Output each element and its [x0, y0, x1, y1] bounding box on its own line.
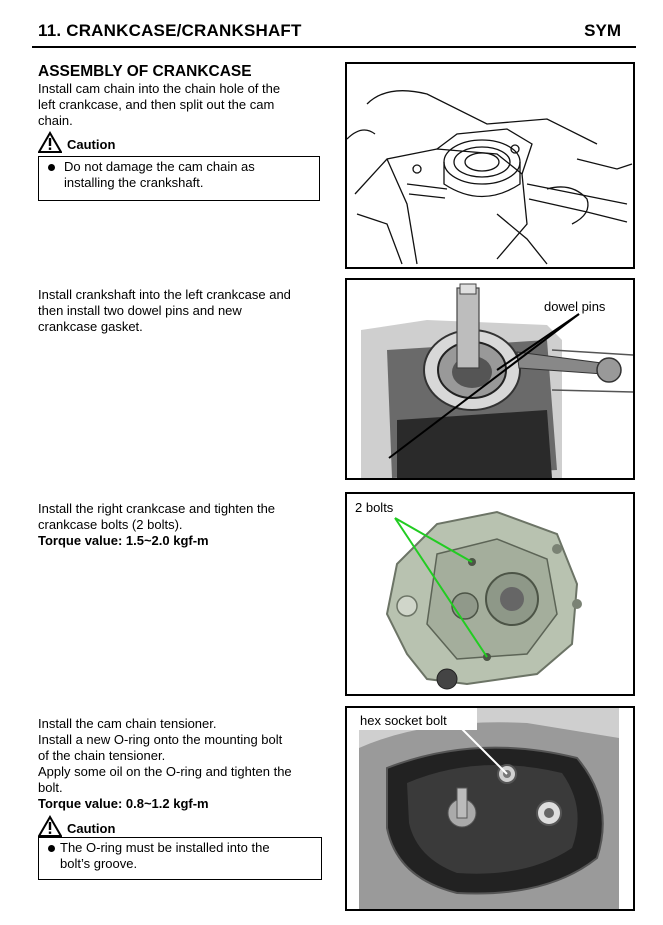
warning-icon: [38, 815, 62, 837]
brand-logo-text: SYM: [584, 21, 621, 40]
step4-line: Install a new O-ring onto the mounting bolt: [38, 732, 283, 747]
section-title: ASSEMBLY OF CRANKCASE: [38, 63, 252, 80]
dowel-pins-callout: dowel pins: [544, 299, 606, 314]
step4-torque: Torque value: 0.8~1.2 kgf-m: [38, 796, 209, 811]
chapter-title: 11. CRANKCASE/CRANKSHAFT: [38, 21, 302, 40]
bullet-icon: [48, 845, 55, 852]
step2-line: crankcase gasket.: [38, 319, 143, 334]
step4-line: Install the cam chain tensioner.: [38, 716, 217, 731]
step2-text: [38, 287, 328, 335]
step4-line: Apply some oil on the O-ring and tighten the: [38, 764, 292, 779]
caution-line: Do not damage the cam chain as: [64, 159, 255, 174]
step3-line: Install the right crankcase and tighten the: [38, 501, 276, 516]
bullet-icon: [48, 164, 55, 171]
step1-caution-box: [38, 156, 320, 201]
caution-line: installing the crankshaft.: [64, 175, 204, 190]
warning-icon: [38, 131, 62, 153]
figure-crankshaft-photo: [345, 278, 635, 480]
step1-line: Install cam chain into the chain hole of the: [38, 81, 281, 96]
step4-line: bolt.: [38, 780, 63, 795]
step2-line: then install two dowel pins and new: [38, 303, 242, 318]
step2-line: Install crankshaft into the left crankcase and: [38, 287, 291, 302]
step1-line: chain.: [38, 113, 73, 128]
step4-text: [38, 716, 328, 812]
caution-label: Caution: [67, 137, 116, 152]
step1-line: left crankcase, and then split out the cam: [38, 97, 275, 112]
figure-crankcase-drawing: [345, 62, 635, 269]
figure-right-crankcase-photo: [345, 492, 635, 696]
caution-line: bolt’s groove.: [60, 856, 138, 871]
step4-line: of the chain tensioner.: [38, 748, 166, 763]
hex-socket-bolt-callout: hex socket bolt: [360, 713, 447, 728]
caution-text: [64, 159, 255, 191]
step3-text: [38, 501, 328, 549]
bolts-callout: 2 bolts: [355, 500, 394, 515]
right-crankcase-photo-illustration: [347, 494, 633, 694]
header-divider: [32, 46, 636, 48]
caution-label: Caution: [67, 821, 116, 836]
figure-tensioner-photo: [345, 706, 635, 911]
crankcase-drawing-illustration: [347, 64, 633, 267]
step1-text: [38, 81, 328, 129]
tensioner-photo-illustration: [347, 708, 633, 909]
caution-line: The O-ring must be installed into the: [60, 840, 270, 855]
step3-torque: Torque value: 1.5~2.0 kgf-m: [38, 533, 209, 548]
caution-text: [60, 840, 270, 872]
step4-caution-box: [38, 837, 322, 880]
step3-line: crankcase bolts (2 bolts).: [38, 517, 183, 532]
